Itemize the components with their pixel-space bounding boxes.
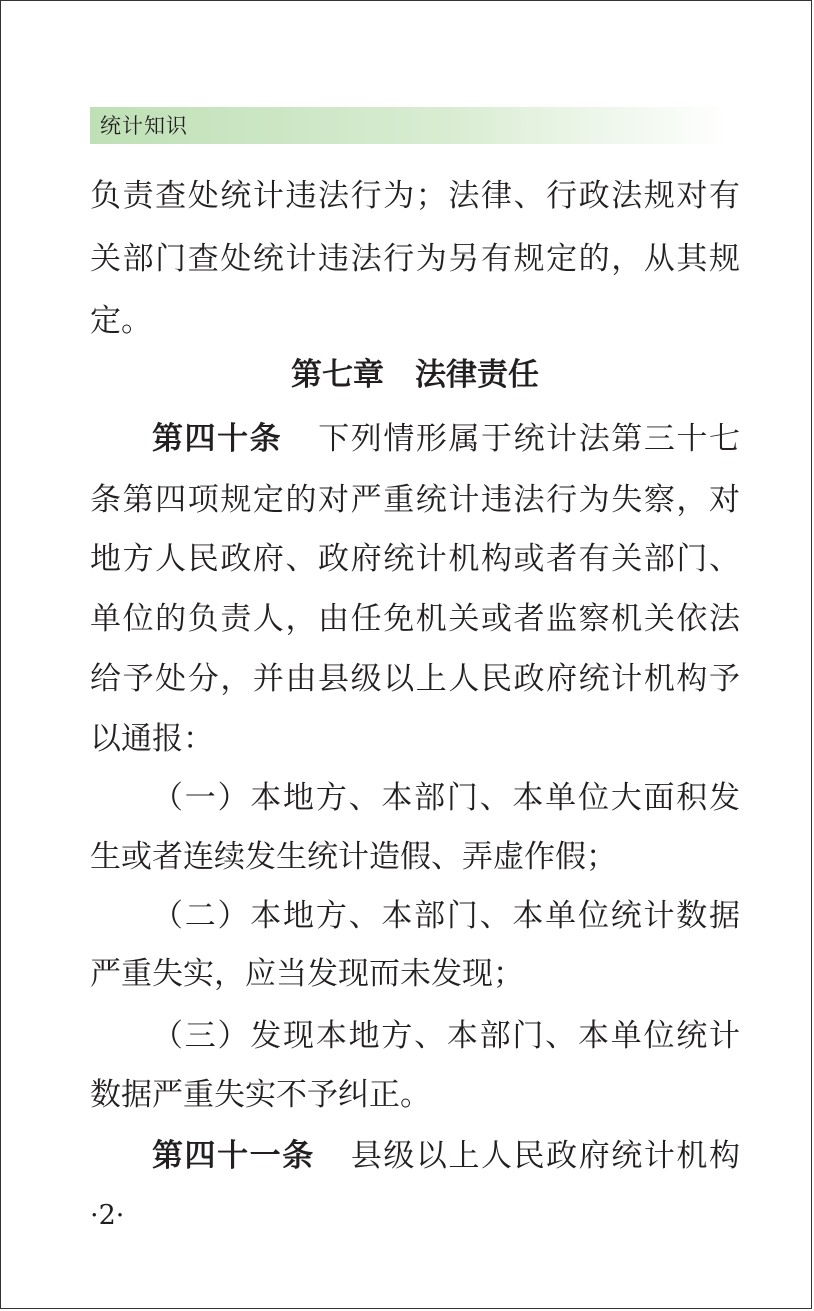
list-item-3-line-2: 数据严重失实不予纠正。: [90, 1077, 431, 1113]
article-40-title: 第四十条: [152, 421, 283, 457]
text-line: 条第四项规定的对严重统计违法行为失察，对: [90, 482, 740, 518]
article-41-lead-text: 县级以上人民政府统计机构: [350, 1138, 740, 1174]
list-item-1-line-1: （一）本地方、本部门、本单位大面积发: [152, 780, 740, 816]
section-header-label: 统计知识: [100, 114, 188, 138]
text-line: 单位的负责人，由任免机关或者监察机关依法: [90, 601, 740, 637]
text-line: 地方人民政府、政府统计机构或者有关部门、: [90, 541, 740, 577]
text-line: 关部门查处统计违法行为另有规定的，从其规: [90, 241, 740, 277]
article-41-first-line: [90, 1131, 740, 1181]
chapter-title: 第七章 法律责任: [291, 357, 539, 393]
section-header-band: [90, 107, 730, 144]
article-40-first-line: [90, 414, 740, 464]
list-item-3-line-1: （三）发现本地方、本部门、本单位统计: [152, 1018, 740, 1054]
text-line: 以通报：: [90, 721, 214, 757]
text-line: 负责查处统计违法行为；法律、行政法规对有: [90, 178, 740, 214]
list-item-2-line-2: 严重失实，应当发现而未发现；: [90, 956, 524, 992]
article-41-title: 第四十一条: [152, 1138, 315, 1174]
text-line: 给予处分，并由县级以上人民政府统计机构予: [90, 661, 740, 697]
article-40-lead-text: 下列情形属于统计法第三十七: [318, 421, 740, 457]
text-line: 定。: [90, 303, 152, 339]
list-item-2-line-1: （二）本地方、本部门、本单位统计数据: [152, 898, 740, 934]
list-item-1-line-2: 生或者连续发生统计造假、弄虚作假；: [90, 839, 617, 875]
page-number: ·2·: [90, 1200, 125, 1231]
